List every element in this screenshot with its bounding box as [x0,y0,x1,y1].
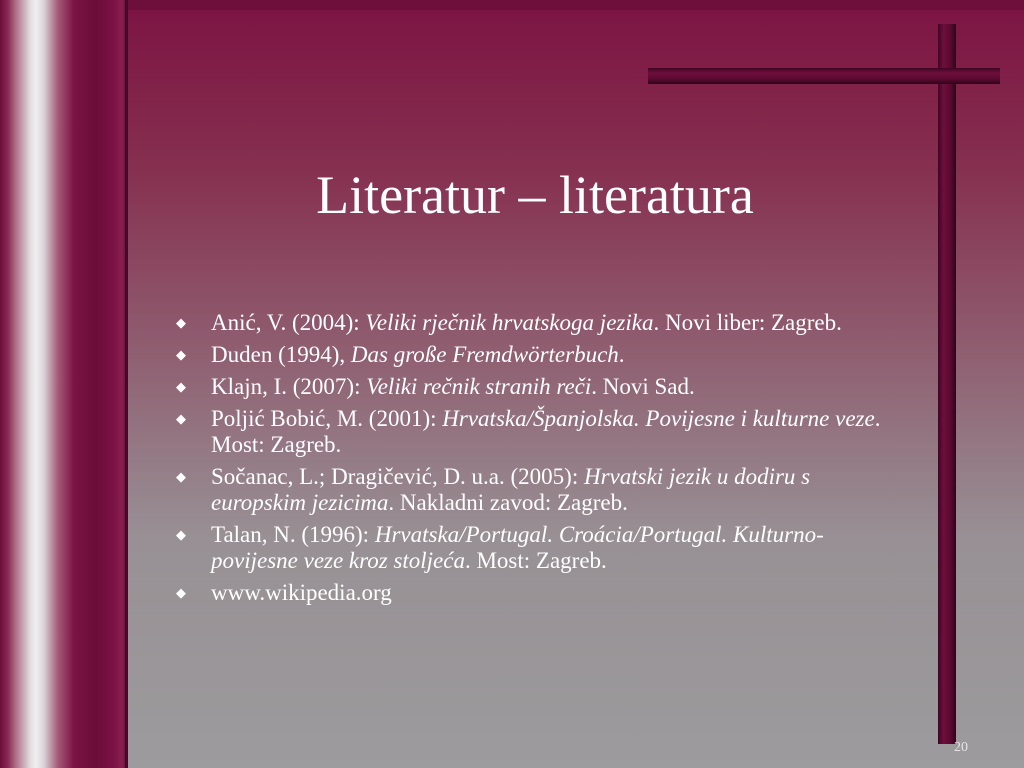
reference-title: Das große Fremdwörterbuch [350,342,619,367]
reference-list [176,310,896,612]
reference-author: Poljić Bobić, M. (2001): [211,406,443,431]
diamond-bullet-icon: ◆ [176,527,186,542]
reference-title: Hrvatski jezik u dodiru s europskim jezicima [211,464,811,515]
reference-publisher: . Novi liber: Zagreb. [653,310,842,335]
reference-publisher: . Nakladni zavod: Zagreb. [388,490,628,515]
top-stripe [0,0,1024,10]
reference-link[interactable]: www.wikipedia.org [211,580,392,605]
reference-publisher: . Novi Sad. [591,374,695,399]
reference-title: Hrvatska/Portugal. Croácia/Portugal. Kulturno-povijesne veze kroz stoljeća [211,522,824,573]
reference-author: Duden (1994), [211,342,351,367]
list-item [176,580,896,606]
decorative-horizontal-bar [648,68,1000,84]
diamond-bullet-icon: ◆ [176,469,186,484]
reference-author: Sočanac, L.; Dragičević, D. u.a. (2005): [211,464,584,489]
reference-author: Anić, V. (2004): [211,310,366,335]
diamond-bullet-icon: ◆ [176,379,186,394]
reference-publisher: . Most: Zagreb. [464,548,607,573]
decorative-left-column [0,0,128,768]
slide-number: 20 [954,740,968,755]
decorative-vertical-bar [938,24,956,744]
reference-title: Veliki rječnik hrvatskoga jezika [365,310,654,335]
list-item [176,310,896,336]
reference-author: Talan, N. (1996): [211,522,375,547]
slide-title: Literatur – literatura [316,165,754,225]
list-item [176,522,896,574]
diamond-bullet-icon: ◆ [176,347,186,362]
list-item [176,464,896,516]
reference-title: Hrvatska/Španjolska. Povijesne i kulturne veze [442,406,875,431]
reference-author: Klajn, I. (2007): [211,374,367,399]
diamond-bullet-icon: ◆ [176,411,186,426]
list-item [176,374,896,400]
list-item [176,406,896,458]
reference-publisher: . Most: Zagreb. [211,406,881,457]
reference-publisher: . [618,342,625,367]
reference-title: Veliki rečnik stranih reči [366,374,592,399]
diamond-bullet-icon: ◆ [176,315,186,330]
list-item [176,342,896,368]
diamond-bullet-icon: ◆ [176,585,186,600]
